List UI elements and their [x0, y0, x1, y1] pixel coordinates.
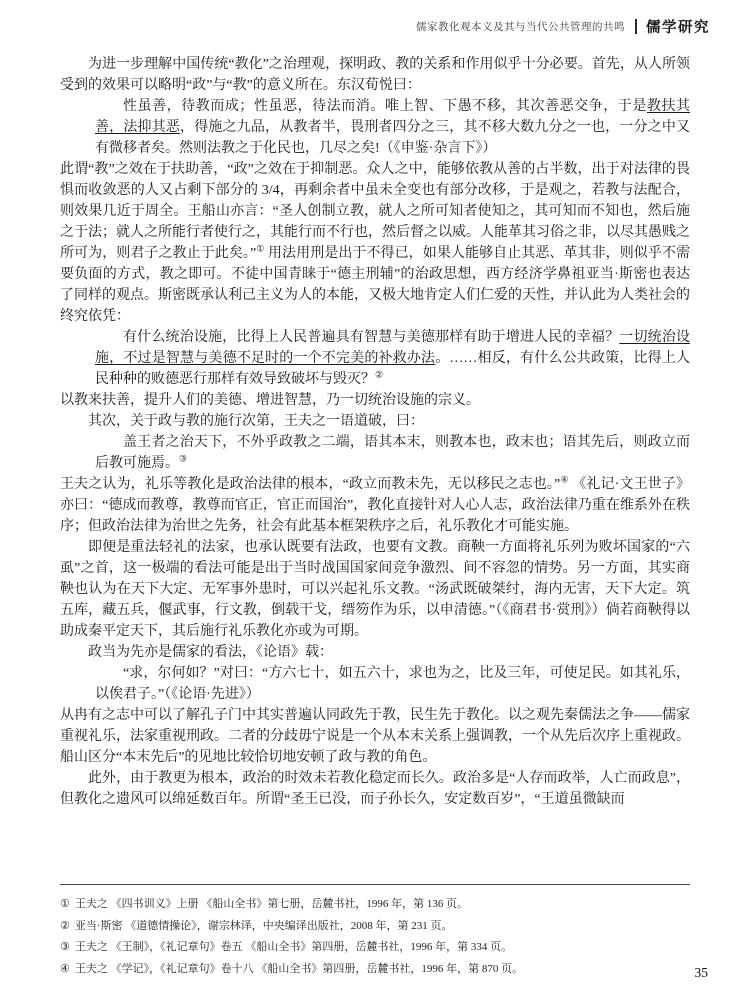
footnote-number: ③ — [60, 941, 70, 953]
footnote-text: 王夫之 《王制》，《礼记章句》卷五 《船山全书》第四册，岳麓书社，1996 年，第 334 页。 — [74, 941, 513, 953]
block-quote: 有什么统治设施，比得上人民普遍具有智慧与美德那样有助于增进人民的幸福？一切统治设施，不过是智慧与美德不足时的一个不完美的补救办法。……相反，有什么公共政策，比得上人民种种的败德恶行那样有效导致破坏与毁灭？② — [95, 330, 691, 387]
footnote-marker: ③ — [179, 453, 188, 464]
body-paragraph: 其次，关于政与教的施行次第，王夫之一语道破，曰： — [88, 414, 424, 429]
footnote-item — [60, 937, 690, 959]
footnote-item — [60, 894, 690, 916]
body-paragraph: 以教来扶善，提升人们的美德、增进智慧，乃一切统治设施的宗义。 — [60, 393, 480, 408]
body-paragraph: 王夫之认为，礼乐等教化是政治法律的根本，“政立而教未先，无以移民之志也。”④ 《礼记·文王世子》亦曰：“德成而教尊，教尊而官正，官正而国治”，教化直接针对人心人志，政治法律乃重在维系外在秩序；但政治法律为治世之先务，社会有此基本框架秩序之后，礼乐教化才可能实施。 — [60, 474, 690, 534]
page-header — [416, 16, 710, 37]
article-body — [60, 54, 690, 810]
footnote-marker: ④ — [560, 474, 569, 485]
footnote-text: 亚当·斯密 《道德情操论》，谢宗林译，中央编译出版社，2008 年，第 231 页。 — [74, 919, 453, 932]
footnote-text: 王夫之 《学记》，《礼记章句》卷十八 《船山全书》第四册，岳麓书社，1996 年，第 870 页。 — [74, 962, 524, 975]
header-divider — [635, 19, 637, 34]
footnote-marker: ② — [375, 369, 384, 380]
body-paragraph: 此外，由于教更为根本，政治的时效未若教化稳定而长久。政治多是“人存而政举，人亡而政息”，但教化之遗风可以绵延数百年。所谓“圣王已没，而子孙长久，安定数百岁”，“王道虽微缺而 — [60, 771, 690, 807]
footnote-item — [60, 916, 690, 938]
block-quote: 性虽善，待教而成；性虽恶，待法而消。唯上智、下愚不移，其次善恶交争，于是教扶其善，法抑其恶，得施之九品，从教者半，畏刑者四分之三，其不移大数九分之一也，一分之中又有微移者矣。然则法教之于化民也，几尽之矣!（《申鉴·杂言下》） — [95, 99, 691, 156]
body-paragraph: 即便是重法轻礼的法家，也承认既要有法政，也要有文教。商鞅一方面将礼乐列为败坏国家的“六虱”之首，这一极端的看法可能是出于当时战国国家间竞争激烈、间不容忽的情势。另一方面，其实商鞅也认为在天下大定、无军事外患时，可以兴起礼乐文教。“汤武既破桀纣，海内无害，天下大定。筑五库，藏五兵，偃武事，行文教，倒载干戈，缙笏作为乐，以申清德。”（《商君书·赏刑》）倘若商鞅得以助成秦平定天下，其后施行礼乐教化亦或为可期。 — [60, 540, 690, 639]
body-paragraph: 从冉有之志中可以了解孔子门中其实普遍认同政先于教，民生先于教化。以之观先秦儒法之争——儒家重视礼乐，法家重视刑政。二者的分歧毋宁说是一个从本末关系上强调教，一个从先后次序上重视政。船山区分“本末先后”的见地比较恰切地安顿了政与教的角色。 — [60, 708, 690, 765]
footnote-marker: ① — [256, 243, 265, 254]
body-paragraph: 政当为先亦是儒家的看法，《论语》载： — [88, 645, 333, 660]
page-number: 35 — [694, 965, 708, 980]
body-paragraph: 为进一步理解中国传统“教化”之治理观，探明政、教的关系和作用似乎十分必要。首先，从人所领受到的效果可以略明“政”与“教”的意义所在。东汉荀悦曰： — [60, 57, 690, 93]
footnote-number: ② — [60, 919, 70, 932]
journal-title: 儒学研究 — [646, 20, 710, 36]
footnote-number: ① — [60, 898, 70, 910]
block-quote: “求，尔何如？”对曰：“方六七十，如五六十，求也为之，比及三年，可使足民。如其礼乐，以俟君子。”（《论语·先进》） — [95, 666, 690, 702]
block-quote: 盖王者之治天下，不外乎政教之二端，语其本末，则教本也，政末也；语其先后，则政立而后教可施焉。③ — [95, 435, 690, 471]
article-running-title: 儒家教化观本义及其与当代公共管理的共鸣 — [416, 22, 625, 33]
footnote-number: ④ — [60, 962, 70, 975]
body-paragraph: 此谓“教”之效在于扶助善，“政”之效在于抑制恶。众人之中，能够依教从善的占半数，出于对法律的畏惧而收敛恶的人又占剩下部分的 3/4，再剩余者中虽未全变也有部分改移，于是观之，若教与法配合，则效果几近于周全。王船山亦言：“圣人创制立教，就人之所可知者使知之，其可知而不知也，然后施之于法；就人之所能行者使行之，其能行而不行也，然后督之以威。人能革其习俗之非，以尽其愚贱之所可为，则君子之教止于此矣。”① 用法用刑是出于不得已，如果人能够自止其恶、革其非，则似乎不需要负面的方式，教之即可。不徒中国青睐于“德主刑辅”的治政思想，西方经济学鼻祖亚当·斯密也表达了同样的观点。斯密既承认利己主义为人的本能，又极大地肯定人们仁爱的天性，并认此为人类社会的终究依凭： — [60, 162, 691, 324]
footnote-text: 王夫之 《四书训义》上册 《船山全书》第七册，岳麓书社，1996 年，第 136 页。 — [74, 898, 469, 910]
